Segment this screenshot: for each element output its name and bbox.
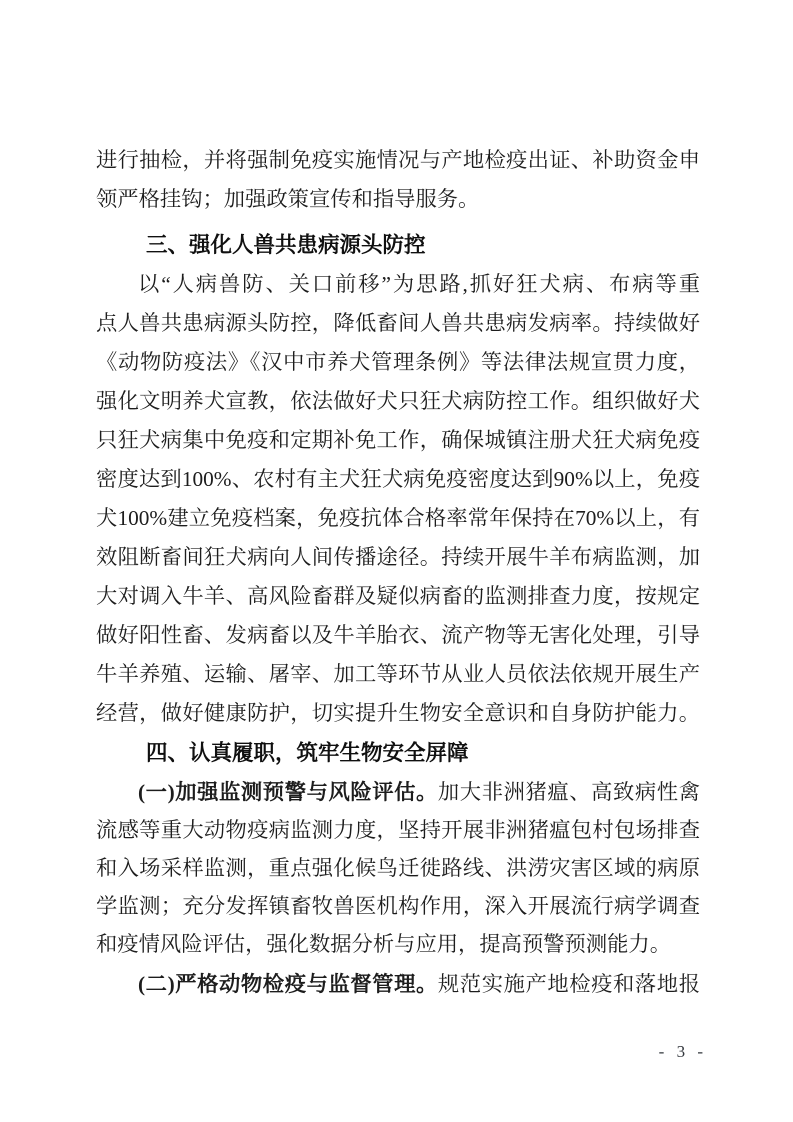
text-line: 密度达到100%、农村有主犬狂犬病免疫密度达到90%以上，免疫	[96, 467, 700, 491]
page-number: - 3 -	[658, 1042, 705, 1061]
bold-lead-item-two: (二)严格动物检疫与监督管理。	[138, 972, 438, 996]
text-line: 《动物防疫法》《汉中市养犬管理条例》等法律法规宣贯力度，	[96, 350, 700, 374]
text-line: 大对调入牛羊、高风险畜群及疑似病畜的监测排查力度，按规定	[96, 584, 700, 608]
text-line: 做好阳性畜、发病畜以及牛羊胎衣、流产物等无害化处理，引导	[96, 623, 700, 647]
text-line	[96, 965, 700, 1004]
text-line: 进行抽检，并将强制免疫实施情况与产地检疫出证、补助资金申	[96, 148, 700, 172]
paragraph-monitoring	[96, 773, 700, 963]
text-line	[96, 773, 700, 811]
text-line: 和入场采样监测，重点强化候鸟迁徙路线、洪涝灾害区域的病原	[96, 856, 700, 880]
text-run: 规范实施产地检疫和落地报	[437, 972, 700, 996]
section-heading-three: 三、强化人兽共患病源头防控	[146, 233, 426, 257]
text-line: 犬100%建立免疫档案，免疫抗体合格率常年保持在70%以上，有	[96, 506, 700, 530]
text-run: 加大非洲猪瘟、高致病性禽	[437, 780, 700, 804]
bold-lead-item-one: (一)加强监测预警与风险评估。	[138, 780, 438, 804]
text-line: 和疫情风险评估，强化数据分析与应用，提高预警预测能力。	[96, 932, 672, 956]
text-line: 学监测；充分发挥镇畜牧兽医机构作用，深入开展流行病学调查	[96, 894, 700, 918]
text-line: 点人兽共患病源头防控，降低畜间人兽共患病发病率。持续做好	[96, 311, 700, 335]
text-line: 强化文明养犬宣教，依法做好犬只狂犬病防控工作。组织做好犬	[96, 389, 700, 413]
document-body	[96, 141, 700, 1004]
paragraph-continuation	[96, 141, 700, 219]
paragraph-quarantine	[96, 965, 700, 1004]
text-line: 牛羊养殖、运输、屠宰、加工等环节从业人员依法依规开展生产	[96, 662, 700, 686]
paragraph-zoonosis	[96, 265, 700, 733]
text-line: 流感等重大动物疫病监测力度，坚持开展非洲猪瘟包村包场排查	[96, 818, 700, 842]
text-line: 以“人病兽防、关口前移”为思路,抓好狂犬病、布病等重	[138, 272, 700, 296]
text-line: 只狂犬病集中免疫和定期补免工作，确保城镇注册犬狂犬病免疫	[96, 428, 700, 452]
text-line: 领严格挂钩；加强政策宣传和指导服务。	[96, 187, 480, 211]
text-line: 经营，做好健康防护，切实提升生物安全意识和自身防护能力。	[96, 701, 700, 725]
text-line: 效阻断畜间狂犬病向人间传播途径。持续开展牛羊布病监测，加	[96, 545, 700, 569]
section-heading-four: 四、认真履职，筑牢生物安全屏障	[146, 741, 469, 765]
